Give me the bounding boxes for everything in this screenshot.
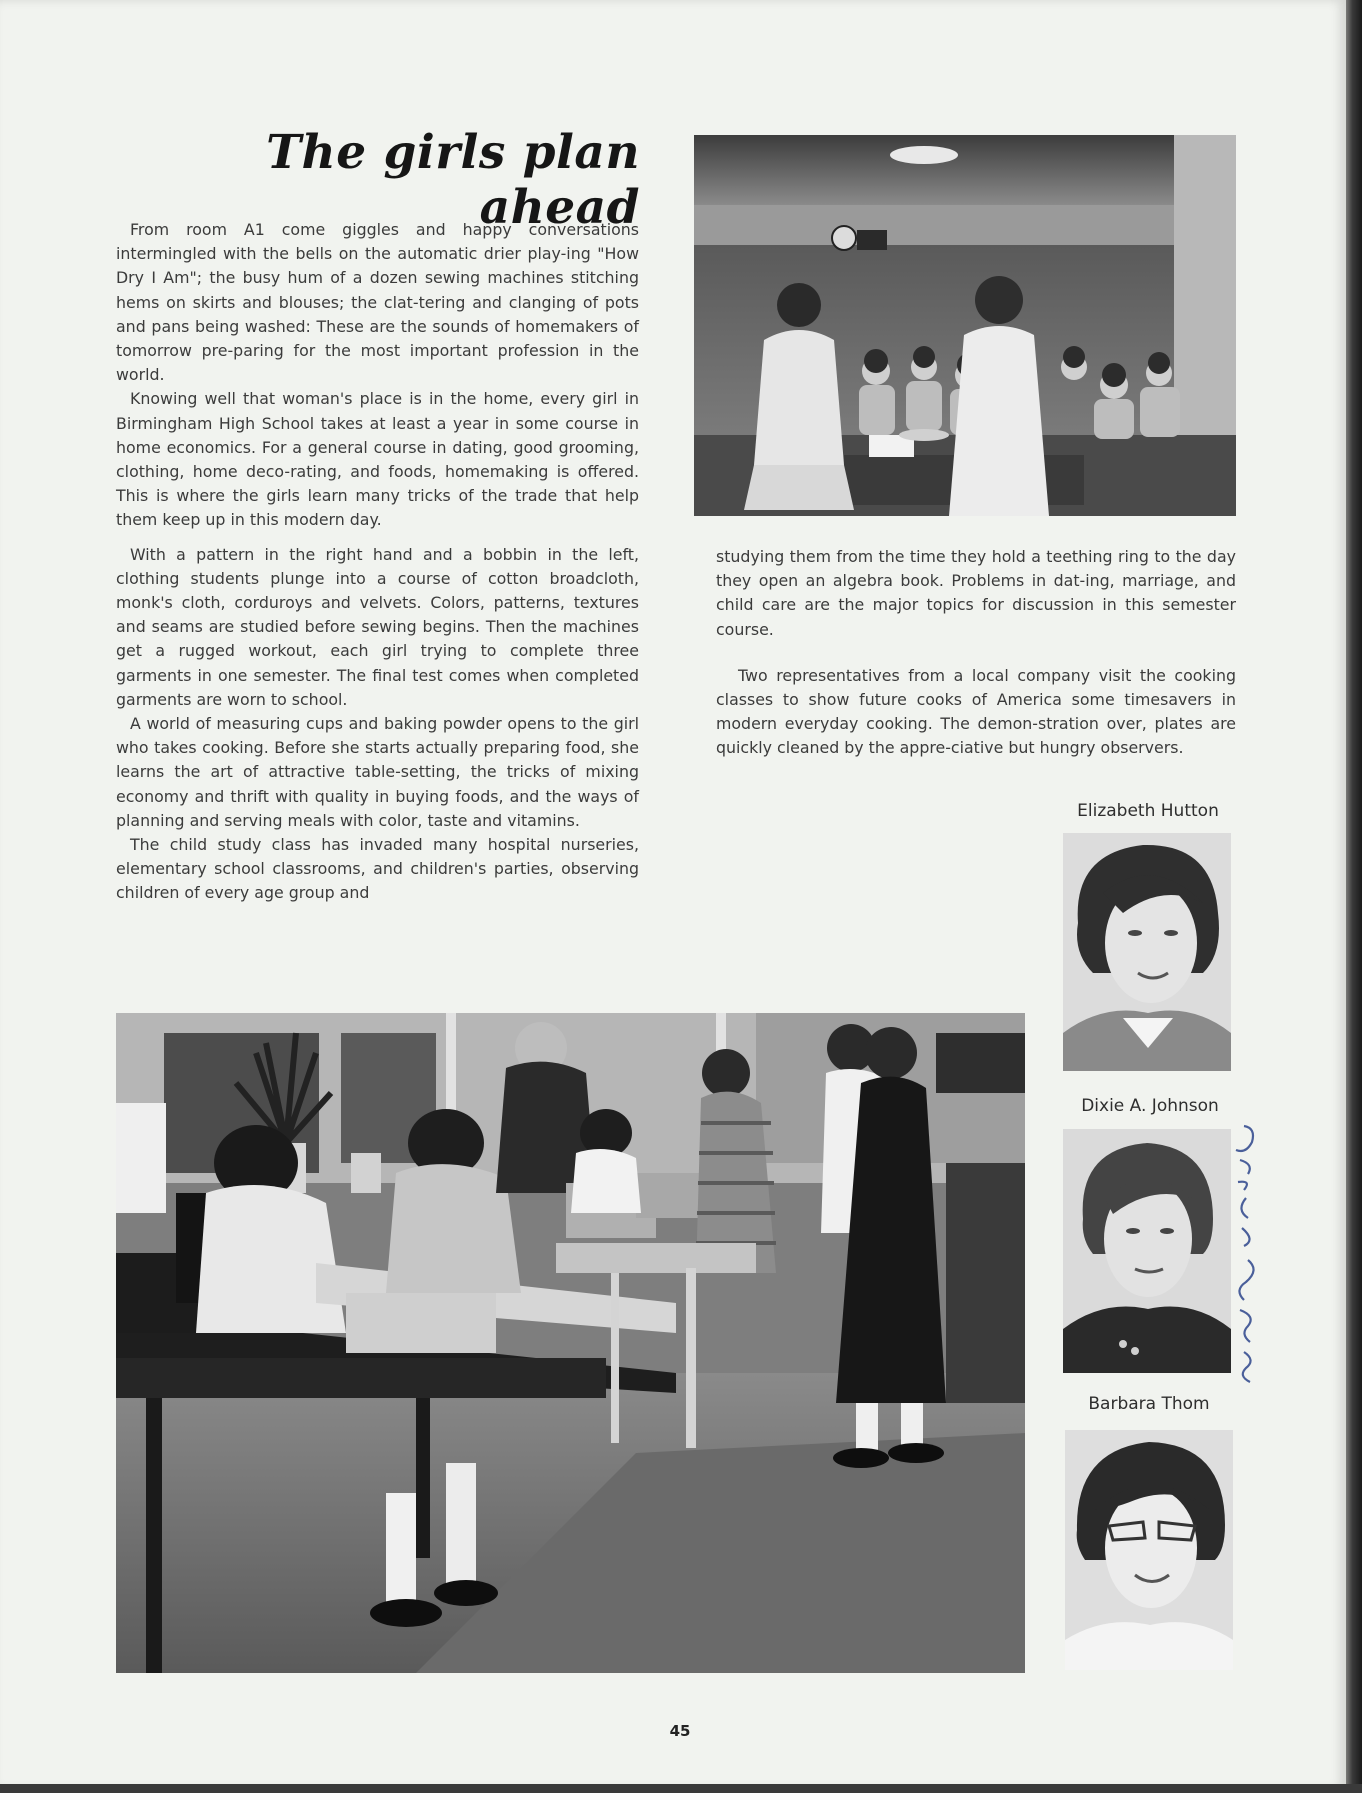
book-edge	[1346, 0, 1362, 1793]
article-paragraph: The child study class has invaded many hospital nurseries, elementary school classrooms, and children's parties, observing children of every age group and	[116, 835, 639, 903]
article-right-column	[716, 545, 1236, 761]
page-number: 45	[669, 1722, 691, 1740]
portrait-photo	[1065, 1430, 1233, 1670]
article-paragraph: Knowing well that woman's place is in the home, every girl in Birmingham High School takes at least a year in some course in home economics. For a general course in dating, good grooming, clothing, home deco-rating, and foods, homemaking is offered. This is where the girls learn many tricks of the trade that help them keep up in this modern day.	[116, 389, 639, 530]
portrait-photo	[1063, 833, 1231, 1071]
page-title: The girls plan ahead	[266, 125, 640, 235]
article-paragraph: A world of measuring cups and baking powder opens to the girl who takes cooking. Before she starts actually preparing food, she learns the art of attractive table-setting, the tricks of mixing economy and thrift with quality in buying foods, and the ways of planning and serving meals with color, taste and vitamins.	[116, 714, 639, 830]
portrait-caption: Dixie A. Johnson	[1081, 1096, 1219, 1116]
article-paragraph: From room A1 come giggles and happy conversations intermingled with the bells on the automatic drier play-ing "How Dry I Am"; the busy hum of a dozen sewing machines stitching hems on skirts and blouses; the clat-tering and clanging of pots and pans being washed: These are the sounds of homemakers of tomorrow pre-paring for the most important profession in the world.	[116, 220, 639, 385]
handwritten-signature	[1226, 1120, 1266, 1390]
article-paragraph: studying them from the time they hold a teething ring to the day they open an algebra book. Problems in dat-ing, marriage, and child care are the major topics for discussion in this semester course.	[716, 547, 1236, 639]
article-paragraph: With a pattern in the right hand and a bobbin in the left, clothing students plunge into a course of cotton broadcloth, monk's cloth, corduroys and velvets. Colors, patterns, textures and seams are studied before sewing begins. Then the machines get a rugged workout, each girl trying to complete three garments in one semester. The final test comes when completed garments are worn to school.	[116, 544, 639, 709]
portrait-photo	[1063, 1129, 1231, 1373]
portrait-caption: Elizabeth Hutton	[1077, 801, 1219, 821]
book-edge	[0, 1784, 1362, 1793]
article-left-column	[116, 218, 639, 906]
sewing-classroom-photo	[116, 1013, 1025, 1673]
portrait-caption: Barbara Thom	[1088, 1394, 1210, 1414]
cooking-demonstration-photo	[694, 135, 1236, 516]
article-paragraph: Two representatives from a local company visit the cooking classes to show future cooks of America some timesavers in modern everyday cooking. The demon-stration over, plates are quickly cleaned by the appre-ciative but hungry observers.	[716, 665, 1236, 758]
